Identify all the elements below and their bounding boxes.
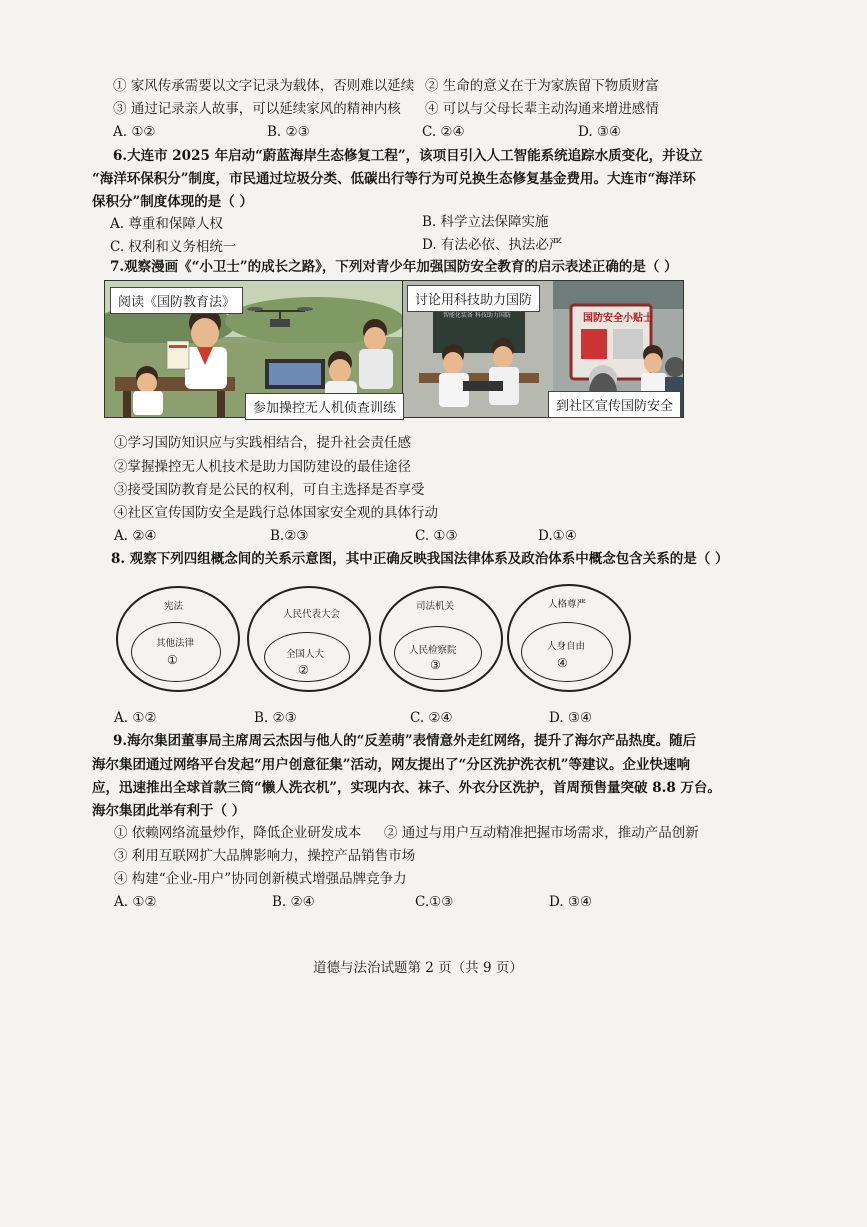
page-footer: 道德与法治试题第 2 页（共 9 页）: [313, 960, 523, 976]
venn-3-inner-label: 人民检察院: [409, 645, 457, 656]
venn-3-number: ③: [430, 658, 441, 672]
q9-item-4: ④ 构建“企业-用户”协同创新模式增强品牌竞争力: [114, 871, 407, 887]
q8-stem: 8. 观察下列四组概念间的关系示意图，其中正确反映我国法律体系及政治体系中概念包含关系的是（ ）: [111, 551, 729, 567]
q6-stem-line-2: “海洋环保积分”制度，市民通过垃圾分类、低碳出行等行为可兑换生态修复基金费用。大连市“海洋环: [92, 171, 696, 187]
q5-item-3: ③ 通过记录亲人故事，可以延续家风的精神内核: [113, 101, 401, 117]
venn-4-inner-label: 人身自由: [547, 641, 586, 652]
q7-stem: 7.观察漫画《“小卫士”的成长之路》，下列对青少年加强国防安全教育的启示表述正确的是（ ）: [110, 259, 678, 275]
venn-2-number: ②: [298, 663, 309, 677]
q8-option-c: C. ②④: [410, 710, 453, 726]
q6-option-b: B. 科学立法保障实施: [422, 214, 549, 230]
q7-item-2: ②掌握操控无人机技术是助力国防建设的最佳途径: [114, 459, 411, 475]
comic-caption-2: 讨论用科技助力国防: [407, 285, 540, 312]
q9-item-2: ② 通过与用户互动精准把握市场需求，推动产品创新: [384, 825, 699, 841]
venn-inner-4: [521, 622, 613, 682]
q7-item-1: ①学习国防知识应与实践相结合，提升社会责任感: [114, 435, 411, 451]
comic-caption-3: 参加操控无人机侦查训练: [245, 393, 404, 420]
q6-stem-line-3: 保积分”制度体现的是（ ）: [92, 194, 253, 210]
q6-option-a: A. 尊重和保障人权: [110, 216, 223, 232]
q7-option-c: C. ①③: [415, 528, 458, 544]
q9-stem-line-3: 应，迅速推出全球首款三筒“懒人洗衣机”，实现内衣、袜子、外衣分区洗护，首周预售量突破 8.8 万台。: [92, 780, 721, 796]
q7-option-a: A. ②④: [114, 528, 157, 544]
venn-4-number: ④: [557, 656, 568, 670]
q9-stem-line-1: 9.海尔集团董事局主席周云杰因与他人的“反差萌”表情意外走红网络，提升了海尔产品热度。随后: [113, 733, 697, 749]
q6-option-c: C. 权利和义务相统一: [110, 239, 237, 255]
poster-sign-text: 国防安全小贴士: [583, 313, 653, 324]
venn-3-outer-label: 司法机关: [416, 601, 455, 612]
q9-option-c: C.①③: [415, 894, 454, 910]
q9-item-1: ① 依赖网络流量炒作，降低企业研发成本: [114, 825, 362, 841]
q9-stem-line-2: 海尔集团通过网络平台发起“用户创意征集”活动，网友提出了“分区洗护洗衣机”等建议。企业快速响: [92, 757, 691, 773]
q5-option-d: D. ③④: [578, 124, 622, 140]
q8-option-b: B. ②③: [254, 710, 297, 726]
q8-option-d: D. ③④: [549, 710, 593, 726]
q5-item-2: ② 生命的意义在于为家族留下物质财富: [425, 78, 659, 94]
venn-1-outer-label: 宪法: [164, 601, 184, 612]
venn-2-outer-label: 人民代表大会: [283, 609, 341, 620]
q5-option-a: A. ①②: [113, 124, 156, 140]
q6-option-d: D. 有法必依、执法必严: [422, 237, 563, 253]
q9-stem-line-4: 海尔集团此举有利于（ ）: [92, 803, 246, 819]
comic-caption-4: 到社区宣传国防安全: [548, 391, 681, 418]
comic-caption-1: 阅读《国防教育法》: [110, 287, 243, 314]
q7-item-3: ③接受国防教育是公民的权利，可自主选择是否享受: [114, 482, 425, 498]
venn-1-inner-label: 其他法律: [156, 638, 195, 649]
q9-option-a: A. ①②: [114, 894, 157, 910]
q7-item-4: ④社区宣传国防安全是践行总体国家安全观的具体行动: [114, 505, 438, 521]
q6-stem-line-1: 6.大连市 2025 年启动“蔚蓝海岸生态修复工程”，该项目引入人工智能系统追踪水质变化，并设立: [113, 148, 703, 164]
venn-2-inner-label: 全国人大: [286, 649, 325, 660]
venn-1-number: ①: [167, 653, 178, 667]
q9-option-b: B. ②④: [272, 894, 315, 910]
q9-item-3: ③ 利用互联网扩大品牌影响力，操控产品销售市场: [114, 848, 416, 864]
venn-4-outer-label: 人格尊严: [548, 599, 587, 610]
svg-text:智能化装备 科技助力国防: 智能化装备 科技助力国防: [443, 312, 511, 319]
venn-inner-1: [131, 622, 221, 682]
q8-option-a: A. ①②: [114, 710, 157, 726]
q5-item-4: ④ 可以与父母长辈主动沟通来增进感情: [425, 101, 659, 117]
q7-option-d: D.①④: [538, 528, 577, 544]
q5-option-c: C. ②④: [422, 124, 465, 140]
q9-option-d: D. ③④: [549, 894, 593, 910]
q5-item-1: ① 家风传承需要以文字记录为载体，否则难以延续: [113, 78, 415, 94]
q7-option-b: B.②③: [270, 528, 309, 544]
q5-option-b: B. ②③: [267, 124, 310, 140]
